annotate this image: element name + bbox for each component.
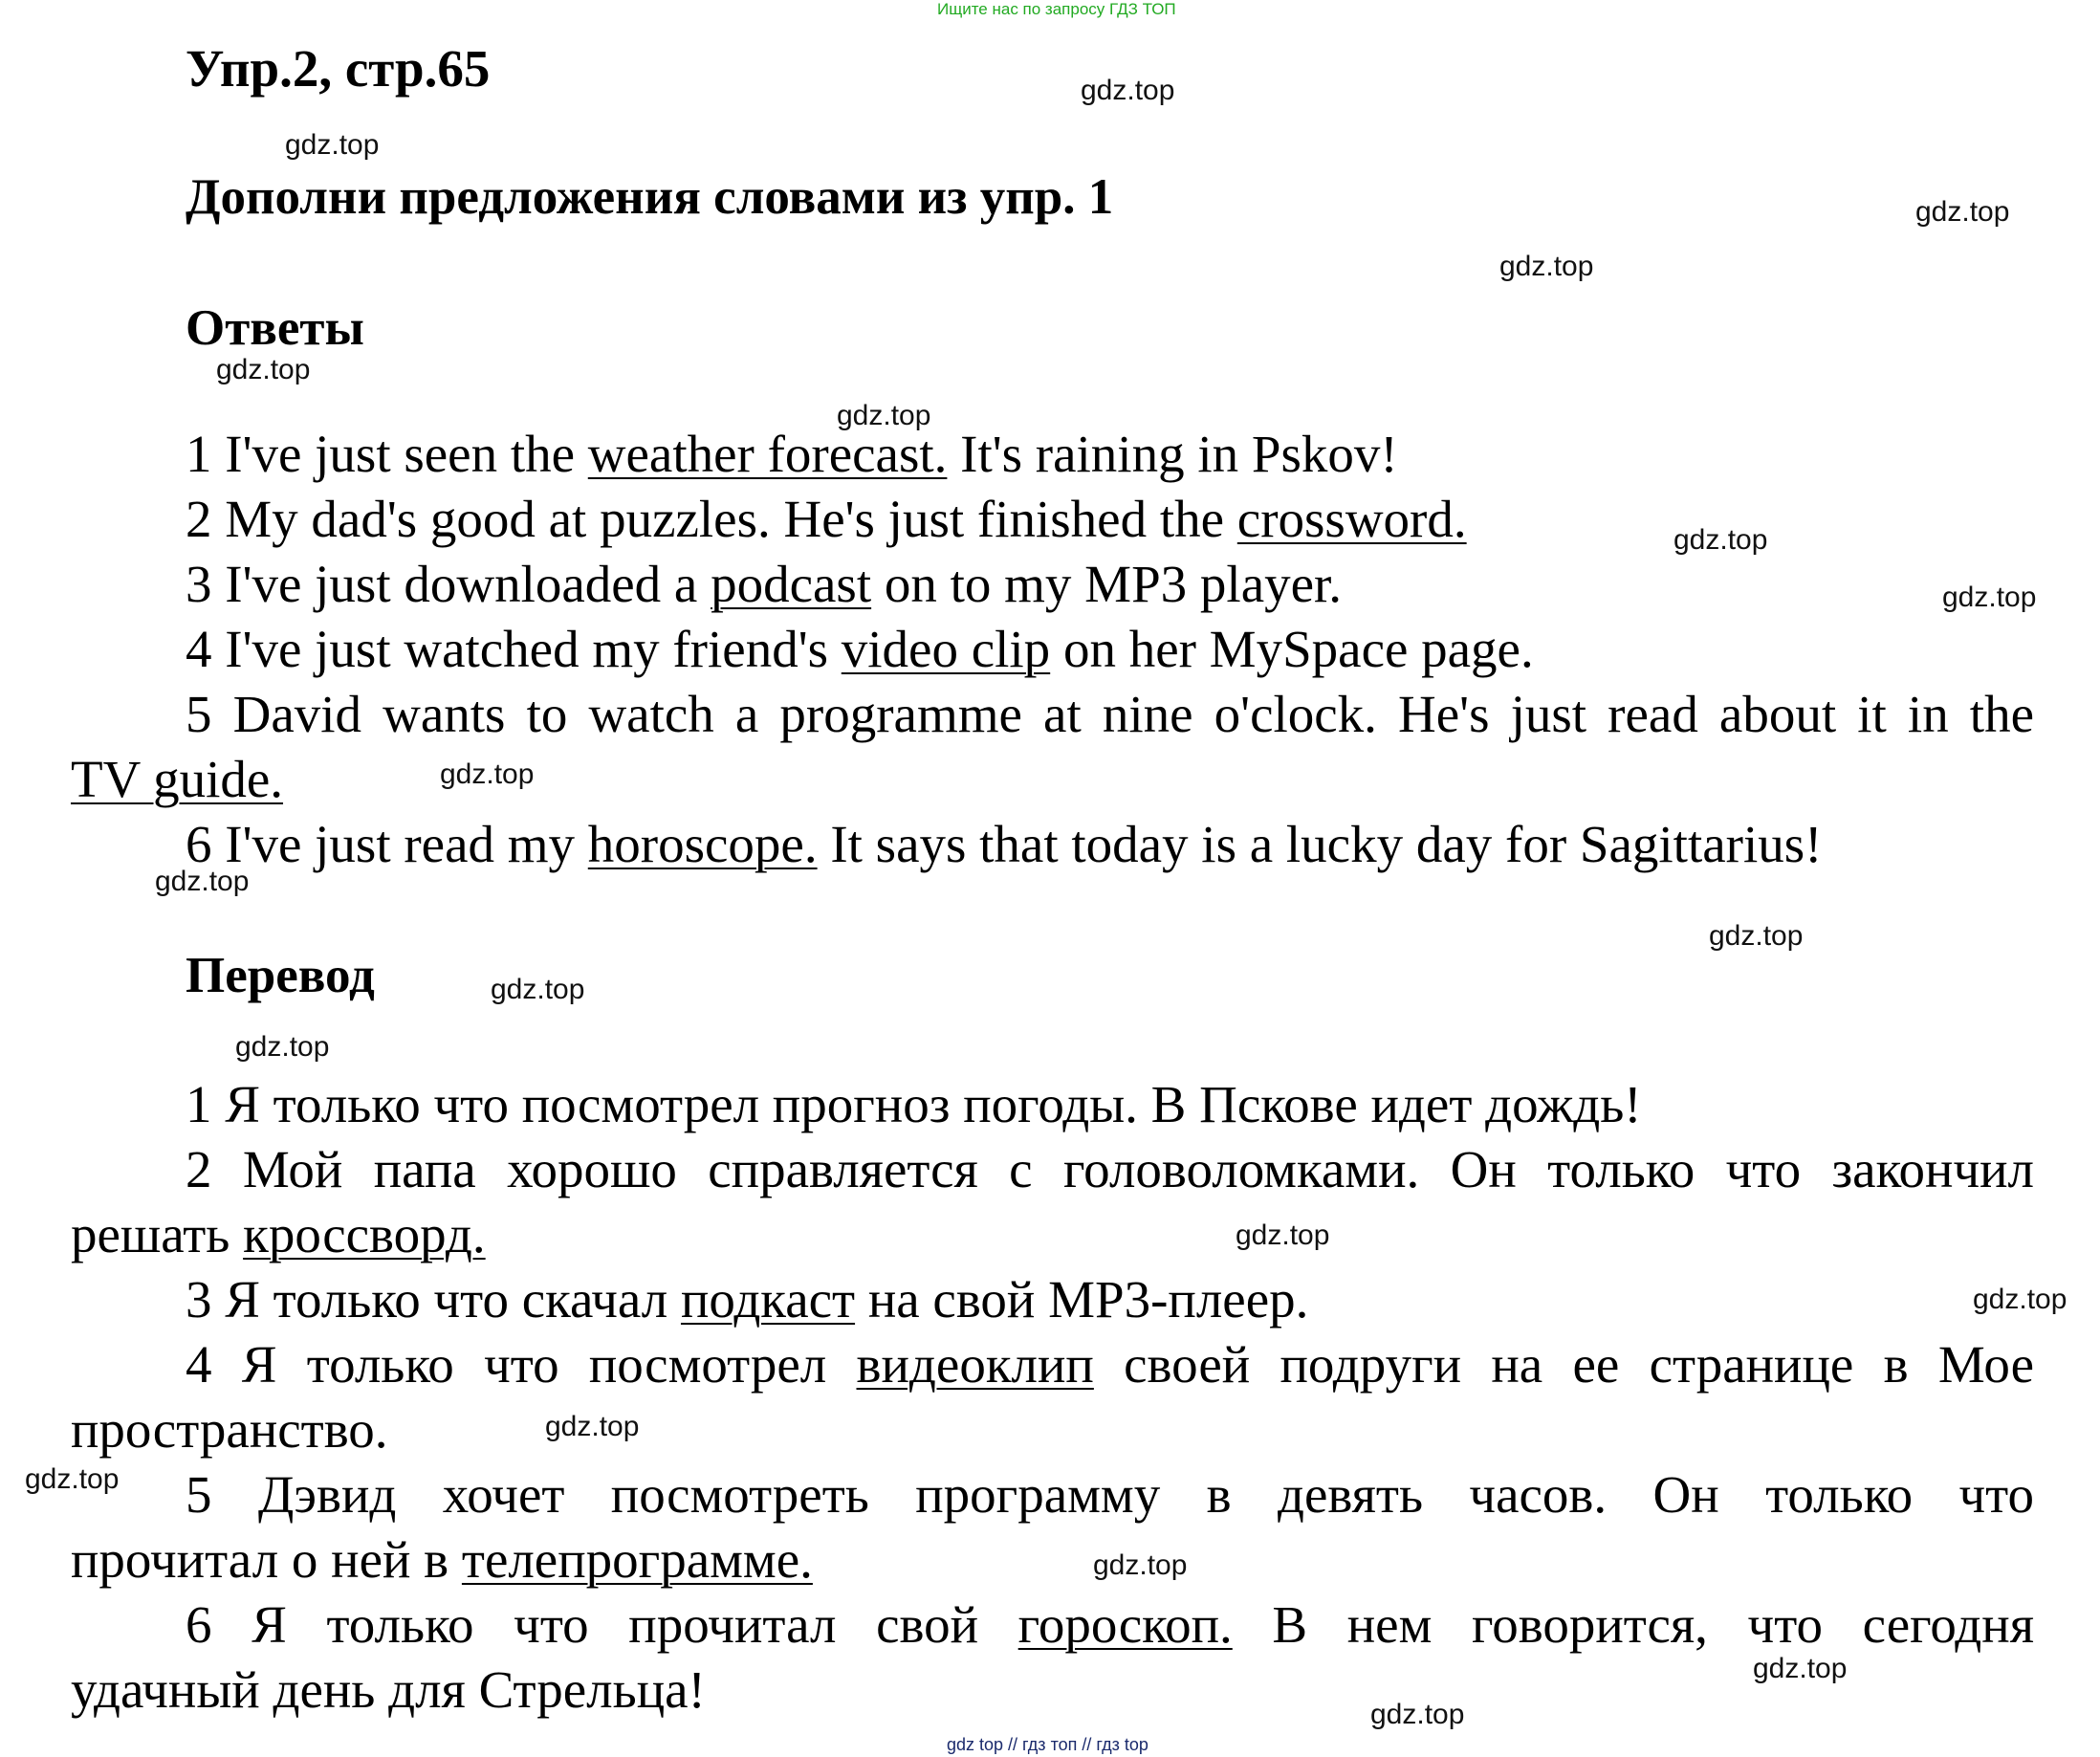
watermark: gdz.top [235, 1031, 330, 1063]
translation-2-line1: 2 Мой папа хорошо справляется с головоломками. Он только что закончил [186, 1140, 2034, 1198]
watermark: gdz.top [837, 400, 931, 431]
answer-1: 1 I've just seen the weather forecast. It's raining in Pskov! [186, 425, 1398, 483]
watermark: gdz.top [1753, 1653, 1848, 1684]
translation-5-line2: прочитал о ней в телепрограмме. [71, 1530, 813, 1589]
watermark: gdz.top [1709, 920, 1804, 952]
watermark: gdz.top [491, 974, 585, 1005]
translation-4-line2: пространство. [71, 1400, 388, 1459]
answer-1-word: weather forecast. [587, 425, 948, 483]
watermark: gdz.top [1973, 1284, 2067, 1315]
watermark: gdz.top [1673, 524, 1768, 556]
translation-3: 3 Я только что скачал подкаст на свой MP3-плеер. [186, 1270, 1309, 1329]
translation-6-word: гороскоп. [1017, 1595, 1233, 1654]
translation-2-line2: решать кроссворд. [71, 1205, 486, 1263]
translation-4-line1: 4 Я только что посмотрел видеоклип своей подруги на ее странице в Мое [186, 1335, 2035, 1394]
exercise-title: Упр.2, стр.65 [186, 39, 491, 98]
watermark: gdz.top [216, 354, 311, 385]
translation-1: 1 Я только что посмотрел прогноз погоды. В Пскове идет дождь! [186, 1075, 1642, 1133]
answer-3: 3 I've just downloaded a podcast on to my MP3 player. [186, 555, 1343, 613]
watermark: gdz.top [285, 129, 380, 161]
answer-5-word: TV guide. [71, 750, 284, 808]
task-text: Дополни предложения словами из упр. 1 [186, 169, 1114, 225]
search-hint: Ищите нас по запросу ГДЗ ТОП [937, 0, 1176, 18]
watermark: gdz.top [25, 1463, 120, 1495]
translation-heading: Перевод [186, 948, 375, 1003]
answer-6-word: horoscope. [587, 815, 818, 873]
answer-4-word: video clip [841, 620, 1051, 678]
translation-3-word: подкаст [680, 1270, 856, 1329]
translation-4-word: видеоклип [856, 1335, 1094, 1394]
watermark: gdz.top [155, 866, 250, 897]
answers-heading: Ответы [186, 300, 364, 356]
watermark: gdz.top [1499, 251, 1594, 282]
translation-5-line1: 5 Дэвид хочет посмотреть программу в девять часов. Он только что [186, 1465, 2034, 1524]
translation-6-line1: 6 Я только что прочитал свой гороскоп. В нем говорится, что сегодня [186, 1595, 2034, 1654]
answer-2-word: crossword. [1236, 490, 1467, 548]
translation-5-word: телепрограмме. [461, 1530, 813, 1589]
answer-5-line1: 5 David wants to watch a programme at nine o'clock. He's just read about it in the [186, 685, 2034, 743]
translation-6-line2: удачный день для Стрельца! [71, 1660, 706, 1719]
answer-6: 6 I've just read my horoscope. It says that today is a lucky day for Sagittarius! [186, 815, 1823, 873]
translation-2-word: кроссворд. [243, 1205, 486, 1263]
watermark: gdz.top [1370, 1699, 1465, 1730]
watermark: gdz.top [545, 1411, 640, 1442]
watermark: gdz.top [1081, 75, 1175, 106]
answer-4: 4 I've just watched my friend's video clip on her MySpace page. [186, 620, 1534, 678]
watermark: gdz.top [440, 758, 535, 790]
footer-watermark: gdz top // гдз топ // гдз top [947, 1735, 1148, 1754]
watermark: gdz.top [1915, 196, 2010, 228]
answer-3-word: podcast [711, 555, 872, 613]
watermark: gdz.top [1236, 1219, 1330, 1251]
watermark: gdz.top [1942, 582, 2037, 613]
watermark: gdz.top [1093, 1549, 1188, 1581]
answer-2: 2 My dad's good at puzzles. He's just finished the crossword. [186, 490, 1467, 548]
answer-5-line2 [71, 748, 283, 811]
